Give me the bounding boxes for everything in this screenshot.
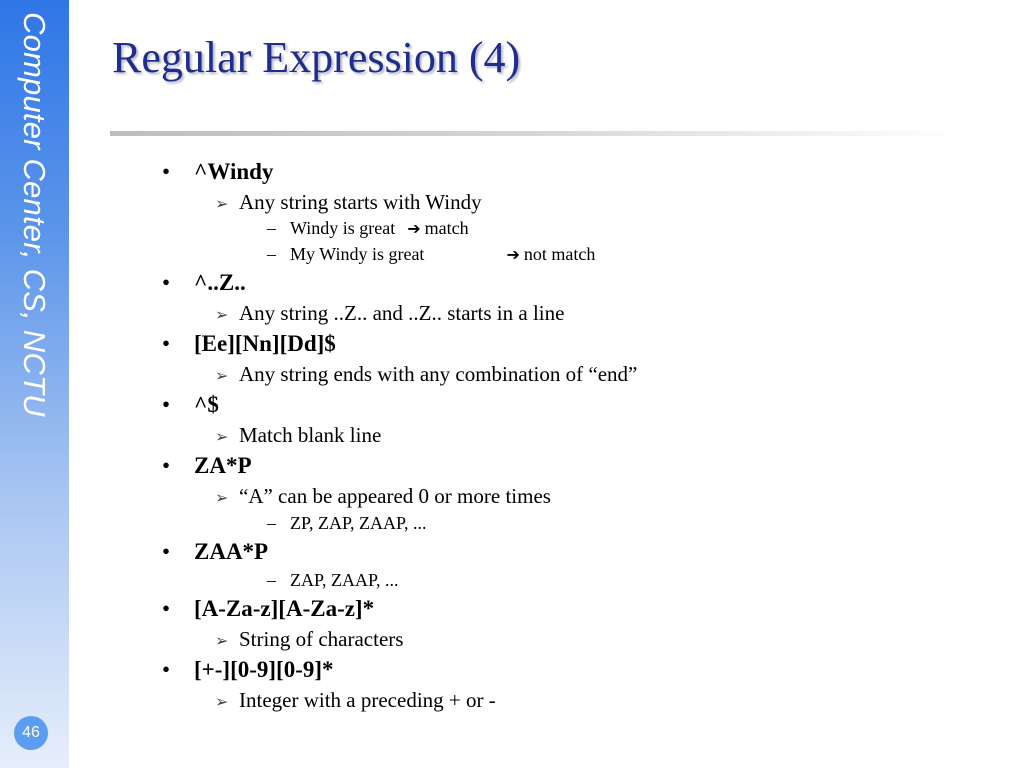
right-arrow-icon: ➔ [407,219,421,238]
bullet-icon: • [162,453,171,478]
bullet-icon: • [162,392,171,417]
pattern-text: ^Windy [194,159,274,184]
pattern-text: ^..Z.. [194,270,246,295]
sub-item [215,423,381,448]
example-item [267,244,595,265]
example-item [267,218,469,239]
list-item [162,596,374,622]
pattern-text: [Ee][Nn][Dd]$ [194,331,336,356]
sub-item [215,301,564,326]
description-text: Match blank line [239,423,382,447]
arrow-bullet-icon: ➢ [215,307,229,324]
example-text: ZAP, ZAAP, ... [290,570,399,590]
dash-bullet-icon: – [267,218,276,238]
arrow-bullet-icon: ➢ [215,368,229,385]
pattern-text: [A-Za-z][A-Za-z]* [194,596,375,621]
description-text: “A” can be appeared 0 or more times [239,484,551,508]
dash-bullet-icon: – [267,244,276,264]
description-text: Any string ..Z.. and ..Z.. starts in a line [239,301,565,325]
dash-bullet-icon: – [267,513,276,533]
bullet-icon: • [162,657,171,682]
pattern-text: [+-][0-9][0-9]* [194,657,334,682]
sub-item [215,627,403,652]
bullet-icon: • [162,159,171,184]
example-text: Windy is great [290,218,396,238]
pattern-text: ZAA*P [194,539,269,564]
bullet-icon: • [162,270,171,295]
list-item [162,657,334,683]
right-arrow-icon: ➔ [506,245,520,264]
example-text: My Windy is great [290,244,425,264]
pattern-text: ZA*P [194,453,252,478]
list-item [162,270,246,296]
arrow-bullet-icon: ➢ [215,694,229,711]
description-text: Integer with a preceding + or - [239,688,496,712]
arrow-bullet-icon: ➢ [215,633,229,650]
description-text: Any string starts with Windy [239,190,482,214]
slide-title: Regular Expression (4) [112,33,521,82]
example-text: ZP, ZAP, ZAAP, ... [290,513,427,533]
arrow-bullet-icon: ➢ [215,196,229,213]
bullet-icon: • [162,331,171,356]
example-result: match [424,218,469,238]
list-item [162,392,219,418]
page-number-badge: 46 [14,716,48,750]
list-item [162,331,336,357]
bullet-icon: • [162,596,171,621]
example-item [267,570,399,591]
sidebar-label: Computer Center, CS, NCTU [17,12,52,417]
list-item [162,539,268,565]
bullet-icon: • [162,539,171,564]
example-result: not match [523,244,596,264]
sub-item [215,688,496,713]
list-item [162,453,252,479]
sub-item [215,190,482,215]
list-item [162,159,273,185]
arrow-bullet-icon: ➢ [215,429,229,446]
sub-item [215,362,637,387]
sub-item [215,484,551,509]
example-item [267,513,427,534]
description-text: Any string ends with any combination of “end” [239,362,638,386]
dash-bullet-icon: – [267,570,276,590]
pattern-text: ^$ [194,392,219,417]
arrow-bullet-icon: ➢ [215,490,229,507]
description-text: String of characters [239,627,404,651]
